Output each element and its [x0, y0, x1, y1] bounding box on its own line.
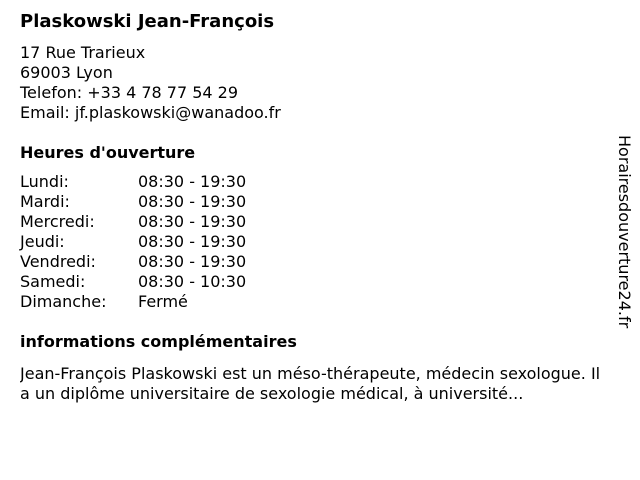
- day-hours: 08:30 - 19:30: [138, 172, 247, 191]
- hours-row-wednesday: [20, 212, 246, 232]
- day-hours: 08:30 - 19:30: [138, 252, 247, 271]
- hours-row-monday: [20, 172, 246, 192]
- additional-info-text: Jean-François Plaskowski est un méso-thérapeute, médecin sexologue. Il a un diplôme universitaire de sexologie médical, à université...: [20, 364, 601, 403]
- hours-row-thursday: [20, 232, 246, 252]
- address-street: 17 Rue Trarieux: [20, 43, 146, 62]
- site-watermark: Horairesdouverture24.fr: [615, 135, 634, 329]
- day-hours: 08:30 - 19:30: [138, 212, 247, 231]
- day-hours: 08:30 - 19:30: [138, 192, 247, 211]
- day-hours: 08:30 - 19:30: [138, 232, 247, 251]
- hours-row-saturday: [20, 272, 246, 292]
- day-label: Dimanche:: [20, 292, 107, 311]
- day-hours: 08:30 - 10:30: [138, 272, 247, 291]
- day-label: Samedi:: [20, 272, 86, 291]
- day-label: Jeudi:: [20, 232, 65, 251]
- hours-row-tuesday: [20, 192, 246, 212]
- business-name: Plaskowski Jean-François: [20, 11, 275, 32]
- day-label: Mardi:: [20, 192, 70, 211]
- address-city: 69003 Lyon: [20, 63, 113, 82]
- additional-info-title: informations complémentaires: [20, 332, 297, 351]
- email-address: Email: jf.plaskowski@wanadoo.fr: [20, 103, 281, 122]
- hours-row-sunday: [20, 292, 246, 312]
- day-label: Lundi:: [20, 172, 69, 191]
- business-card: [20, 10, 610, 404]
- hours-row-friday: [20, 252, 246, 272]
- day-label: Vendredi:: [20, 252, 96, 271]
- phone-number: Telefon: +33 4 78 77 54 29: [20, 83, 239, 102]
- day-hours: Fermé: [138, 292, 188, 311]
- opening-hours-table: [20, 172, 246, 312]
- opening-hours-title: Heures d'ouverture: [20, 143, 196, 162]
- day-label: Mercredi:: [20, 212, 95, 231]
